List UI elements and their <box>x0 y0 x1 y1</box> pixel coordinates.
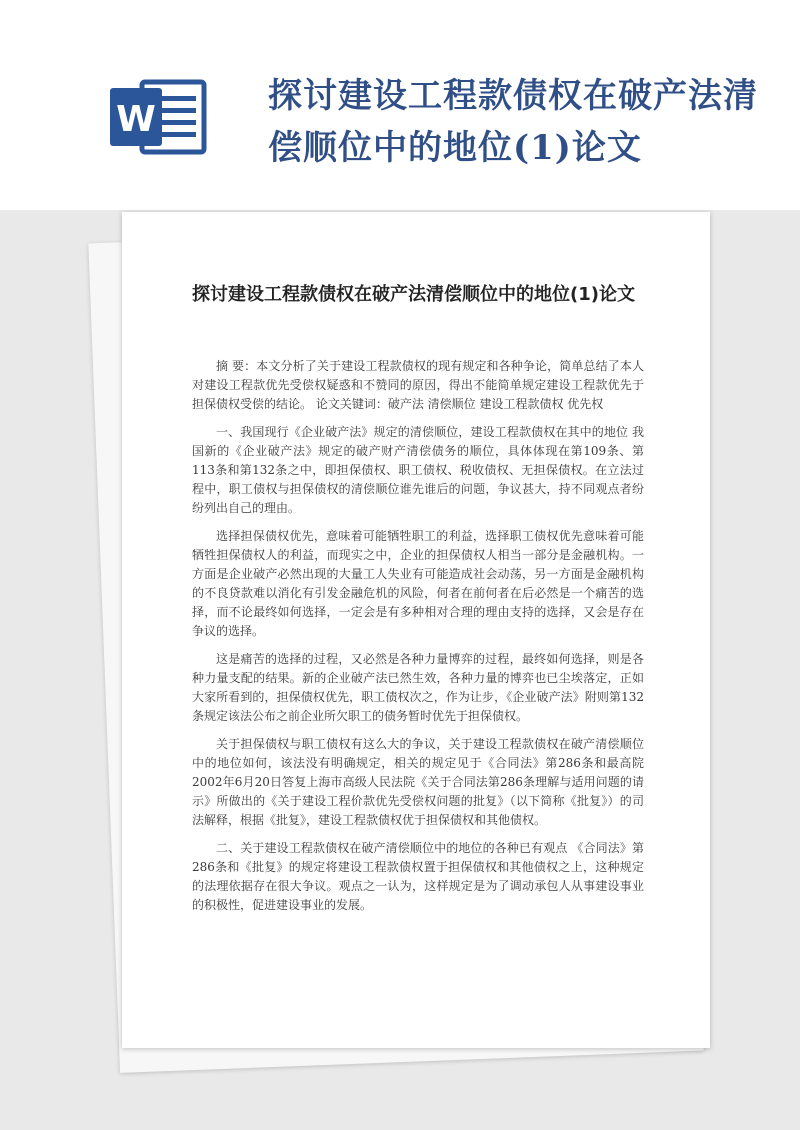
header-title: 探讨建设工程款债权在破产法清偿顺位中的地位(1)论文 <box>268 76 758 168</box>
body-paragraph: 关于担保债权与职工债权有这么大的争议，关于建设工程款债权在破产清偿顺位中的地位如何，该法没有明确规定，相关的规定见于《合同法》第286条和最高院2002年6月20日答复上海市高级人民法院《关于合同法第286条理解与适用问题的请示》所做出的《关于建设工程价款优先受偿权问题的批复》（以下简称《批复》）的司法解释，根据《批复》，建设工程款债权优于担保债权和其他债权。 <box>192 737 644 827</box>
document-page <box>122 212 710 1048</box>
document-title: 探讨建设工程款债权在破产法清偿顺位中的地位(1)论文 <box>192 284 635 305</box>
word-doc-icon <box>108 76 208 158</box>
body-paragraph: 选择担保债权优先，意味着可能牺牲职工的利益，选择职工债权优先意味着可能牺牲担保债权人的利益，而现实之中，企业的担保债权人相当一部分是金融机构。一方面是企业破产必然出现的大量工人失业有可能造成社会动荡，另一方面是金融机构的不良贷款难以消化有引发金融危机的风险，何者在前何者在后必然是一个痛苦的选择，而不论最终如何选择，一定会是有多种相对合理的理由支持的选择，又会是存在争议的选择。 <box>192 529 644 638</box>
body-paragraph: 二、关于建设工程款债权在破产清偿顺位中的地位的各种已有观点 《合同法》第286条和《批复》的规定将建设工程款债权置于担保债权和其他债权之上，这种规定的法理依据存在很大争议。观点之一认为，这样规定是为了调动承包人从事建设事业的积极性，促进建设事业的发展。 <box>192 841 644 912</box>
abstract-paragraph: 摘 要：本文分析了关于建设工程款债权的现有规定和各种争论，简单总结了本人对建设工程款优先受偿权疑惑和不赞同的原因，得出不能简单规定建设工程款优先于担保债权受偿的结论。 论文关键词：破产法 清偿顺位 建设工程款债权 优先权 <box>192 359 644 411</box>
document-body <box>192 357 644 924</box>
word-icon-letter: W <box>116 99 156 140</box>
page-header <box>0 0 800 210</box>
body-paragraph: 这是痛苦的选择的过程，又必然是各种力量博弈的过程，最终如何选择，则是各种力量支配的结果。新的企业破产法已然生效，各种力量的博弈也已尘埃落定，正如大家所看到的，担保债权优先，职工债权次之，作为让步，《企业破产法》附则第132条规定该法公布之前企业所欠职工的债务暂时优先于担保债权。 <box>192 652 644 723</box>
body-paragraph: 一、我国现行《企业破产法》规定的清偿顺位，建设工程款债权在其中的地位 我国新的《企业破产法》规定的破产财产清偿债务的顺位，具体体现在第109条、第113条和第132条之中，即担保债权、职工债权、税收债权、无担保债权。在立法过程中，职工债权与担保债权的清偿顺位谁先谁后的问题，争议甚大，持不同观点者纷纷列出自己的理由。 <box>192 425 644 515</box>
